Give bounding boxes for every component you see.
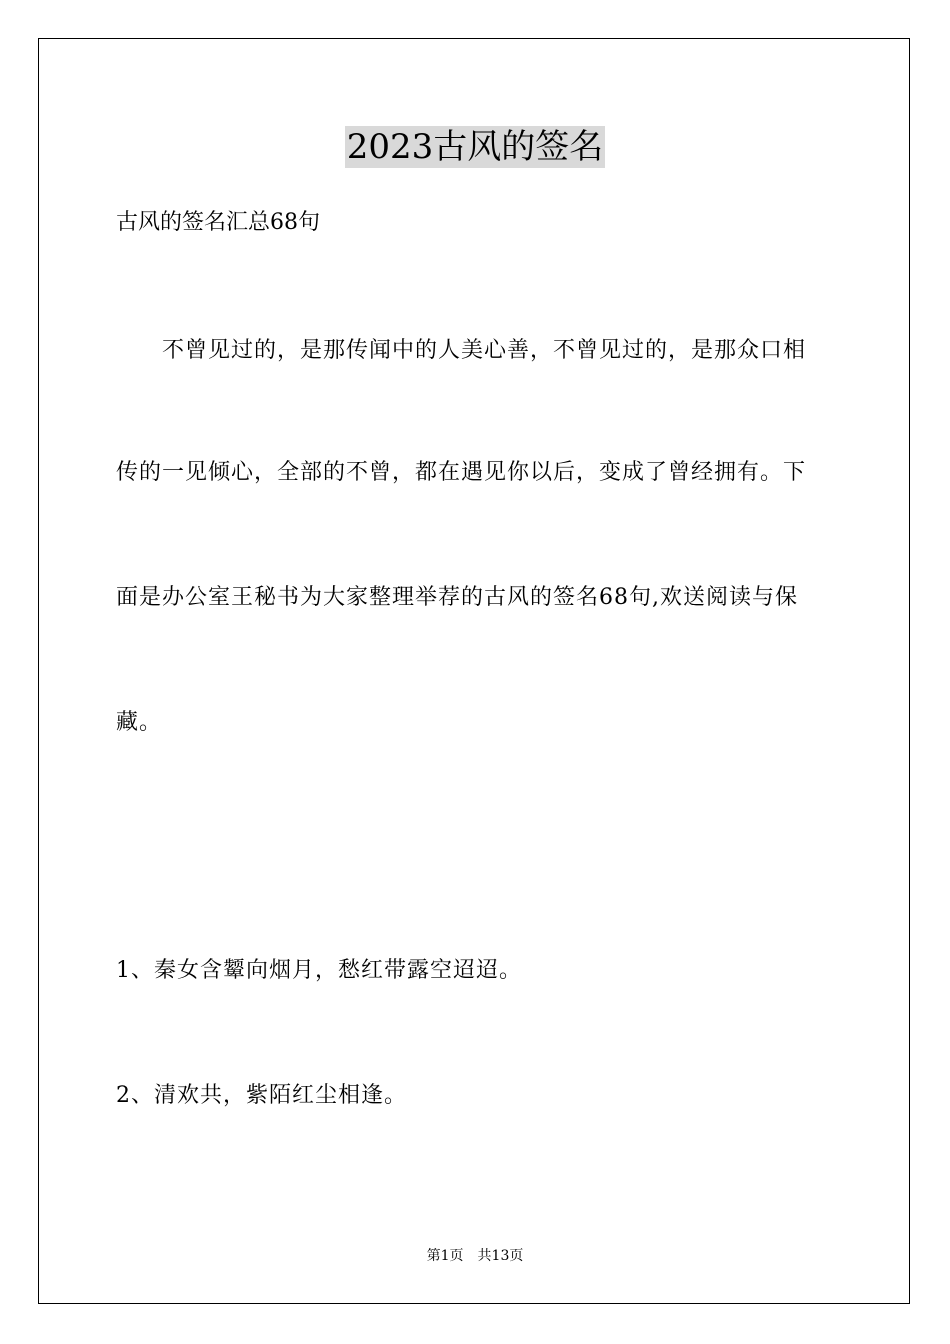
page-footer: 第1页 共13页: [426, 1248, 524, 1264]
document-subtitle: 古风的签名汇总68句: [116, 210, 320, 235]
document-title: 2023古风的签名: [346, 127, 604, 167]
title-container: [0, 126, 950, 168]
intro-line-1: 不曾见过的，是那传闻中的人美心善，不曾见过的，是那众口相: [162, 338, 807, 363]
list-item: 2、清欢共，紫陌红尘相逢。: [116, 1083, 407, 1108]
intro-line-2: 传的一见倾心，全部的不曾，都在遇见你以后，变成了曾经拥有。下: [116, 460, 807, 485]
intro-line-3: 面是办公室王秘书为大家整理举荐的古风的签名68句,欢送阅读与保: [116, 585, 798, 610]
list-item: 1、秦女含颦向烟月，愁红带露空迢迢。: [116, 958, 522, 983]
intro-line-4: 藏。: [116, 710, 163, 735]
